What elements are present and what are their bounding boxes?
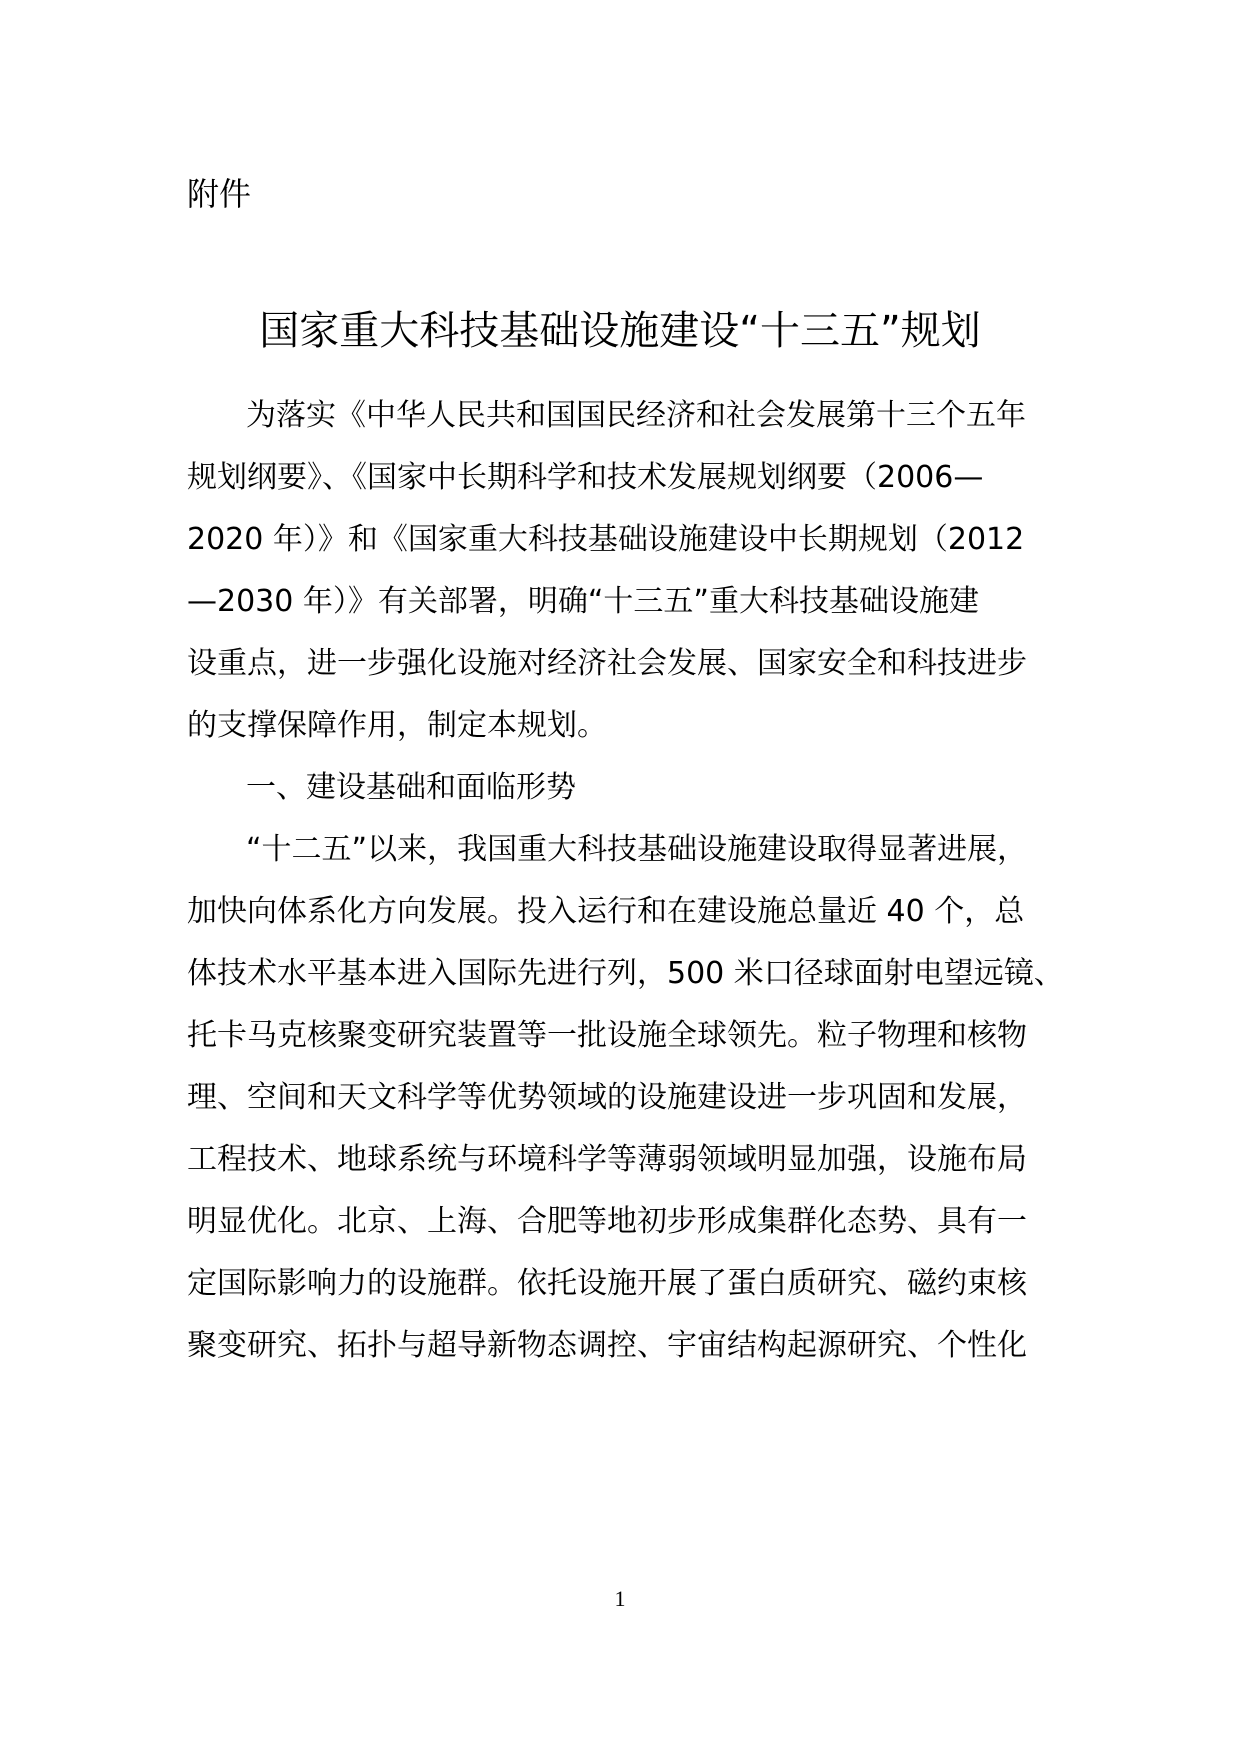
document-title: 国家重大科技基础设施建设“十三五”规划 bbox=[259, 308, 981, 354]
section-heading: 一、建设基础和面临形势 bbox=[246, 770, 576, 805]
section-line-5: 理、空间和天文科学等优势领域的设施建设进一步巩固和发展， bbox=[187, 1080, 1027, 1115]
section-line-9: 聚变研究、拓扑与超导新物态调控、宇宙结构起源研究、个性化 bbox=[187, 1328, 1027, 1363]
intro-line-3: 2020 年）》和《国家重大科技基础设施建设中长期规划（2012 bbox=[187, 522, 1025, 557]
section-line-3: 体技术水平基本进入国际先进行列，500 米口径球面射电望远镜、 bbox=[187, 956, 1064, 991]
section-line-8: 定国际影响力的设施群。依托设施开展了蛋白质研究、磁约束核 bbox=[187, 1266, 1027, 1301]
section-line-7: 明显优化。北京、上海、合肥等地初步形成集群化态势、具有一 bbox=[187, 1204, 1027, 1239]
section-line-6: 工程技术、地球系统与环境科学等薄弱领域明显加强，设施布局 bbox=[187, 1142, 1027, 1177]
section-line-1: “十二五”以来，我国重大科技基础设施建设取得显著进展， bbox=[246, 832, 1028, 867]
section-line-2: 加快向体系化方向发展。投入运行和在建设施总量近 40 个，总 bbox=[187, 894, 1025, 929]
section-line-4: 托卡马克核聚变研究装置等一批设施全球领先。粒子物理和核物 bbox=[187, 1018, 1027, 1053]
intro-line-5: 设重点，进一步强化设施对经济社会发展、国家安全和科技进步 bbox=[187, 646, 1027, 681]
page-number: 1 bbox=[614, 1586, 626, 1611]
intro-line-1: 为落实《中华人民共和国国民经济和社会发展第十三个五年 bbox=[246, 398, 1026, 433]
attachment-label: 附件 bbox=[187, 175, 252, 213]
intro-line-2: 规划纲要》、《国家中长期科学和技术发展规划纲要（2006— bbox=[187, 460, 984, 495]
intro-line-6: 的支撑保障作用，制定本规划。 bbox=[187, 708, 607, 743]
intro-line-4: —2030 年）》有关部署，明确“十三五”重大科技基础设施建 bbox=[187, 584, 979, 619]
